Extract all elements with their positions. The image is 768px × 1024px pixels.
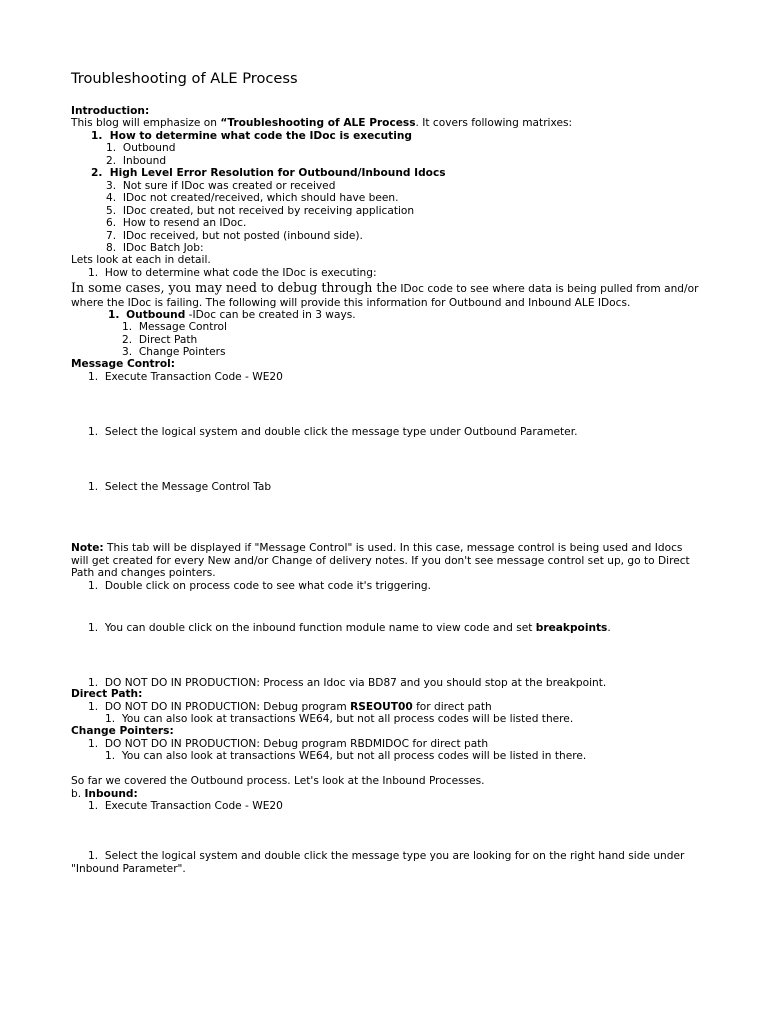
list-item: 5. IDoc created, but not received by receiving application: [106, 205, 415, 217]
list-item: 2. Direct Path: [122, 334, 198, 346]
list-item-continuation: "Inbound Parameter".: [71, 863, 186, 875]
list-item: 2. Inbound: [106, 155, 167, 167]
list-item: 1. DO NOT DO IN PRODUCTION: Process an Idoc via BD87 and you should stop at the breakpoint.: [88, 677, 607, 689]
list-item: 1. Outbound: [106, 142, 176, 154]
debug-paragraph-line1: In some cases, you may need to debug through the IDoc code to see where data is being pulled from and/or: [71, 280, 699, 295]
list-item: 3. Change Pointers: [122, 346, 226, 358]
list-item: 1. Message Control: [122, 321, 227, 333]
detail-intro: Lets look at each in detail.: [71, 254, 211, 266]
page-title: Troubleshooting of ALE Process: [71, 70, 298, 87]
outbound-item: 1. Outbound -IDoc can be created in 3 ways.: [108, 309, 356, 321]
list-item: 4. IDoc not created/received, which should have been.: [106, 192, 399, 204]
list-item: 1. Select the Message Control Tab: [88, 481, 272, 493]
list-item: 8. IDoc Batch Job:: [106, 242, 204, 254]
note-line3: Path and changes pointers.: [71, 567, 216, 579]
intro-blurb: This blog will emphasize on “Troubleshooting of ALE Process. It covers following matrixes:: [71, 117, 573, 129]
list-item: 1. How to determine what code the IDoc is executing:: [88, 267, 377, 279]
list-item: 1. DO NOT DO IN PRODUCTION: Debug program RBDMIDOC for direct path: [88, 738, 489, 750]
list-item: 6. How to resend an IDoc.: [106, 217, 247, 229]
intro-heading: Introduction:: [71, 105, 150, 117]
change-pointers-heading: Change Pointers:: [71, 725, 174, 737]
list-item: 1. Select the logical system and double click the message type you are looking for on the right hand side under: [88, 850, 685, 862]
message-control-heading: Message Control:: [71, 358, 175, 370]
inbound-heading: b. Inbound:: [71, 788, 138, 800]
debug-paragraph-line2: where the IDoc is failing. The following will provide this information for Outbound and Inbound ALE IDocs.: [71, 297, 631, 309]
list-item: 1. Select the logical system and double click the message type under Outbound Parameter.: [88, 426, 578, 438]
list-item: 1. You can double click on the inbound function module name to view code and set breakpoints.: [88, 622, 611, 634]
inbound-intro: So far we covered the Outbound process. Let's look at the Inbound Processes.: [71, 775, 485, 787]
direct-path-heading: Direct Path:: [71, 688, 143, 700]
list-item: 7. IDoc received, but not posted (inbound side).: [106, 230, 363, 242]
list-item: 1. Execute Transaction Code - WE20: [88, 800, 283, 812]
note-line2: will get created for every New and/or Change of delivery notes. If you don't see message control set up, go to Direct: [71, 555, 690, 567]
list-item: 1. You can also look at transactions WE64, but not all process codes will be listed in there.: [105, 750, 587, 762]
list-item: 1. How to determine what code the IDoc is executing: [91, 130, 412, 142]
list-item: 1. Double click on process code to see what code it's triggering.: [88, 580, 432, 592]
list-item: 2. High Level Error Resolution for Outbound/Inbound Idocs: [91, 167, 446, 179]
list-item: 1. DO NOT DO IN PRODUCTION: Debug program RSEOUT00 for direct path: [88, 701, 492, 713]
list-item: 1. Execute Transaction Code - WE20: [88, 371, 283, 383]
note-line1: Note: This tab will be displayed if "Message Control" is used. In this case, message control is being used and Idocs: [71, 542, 683, 554]
list-item: 1. You can also look at transactions WE64, but not all process codes will be listed there.: [105, 713, 574, 725]
list-item: 3. Not sure if IDoc was created or received: [106, 180, 336, 192]
